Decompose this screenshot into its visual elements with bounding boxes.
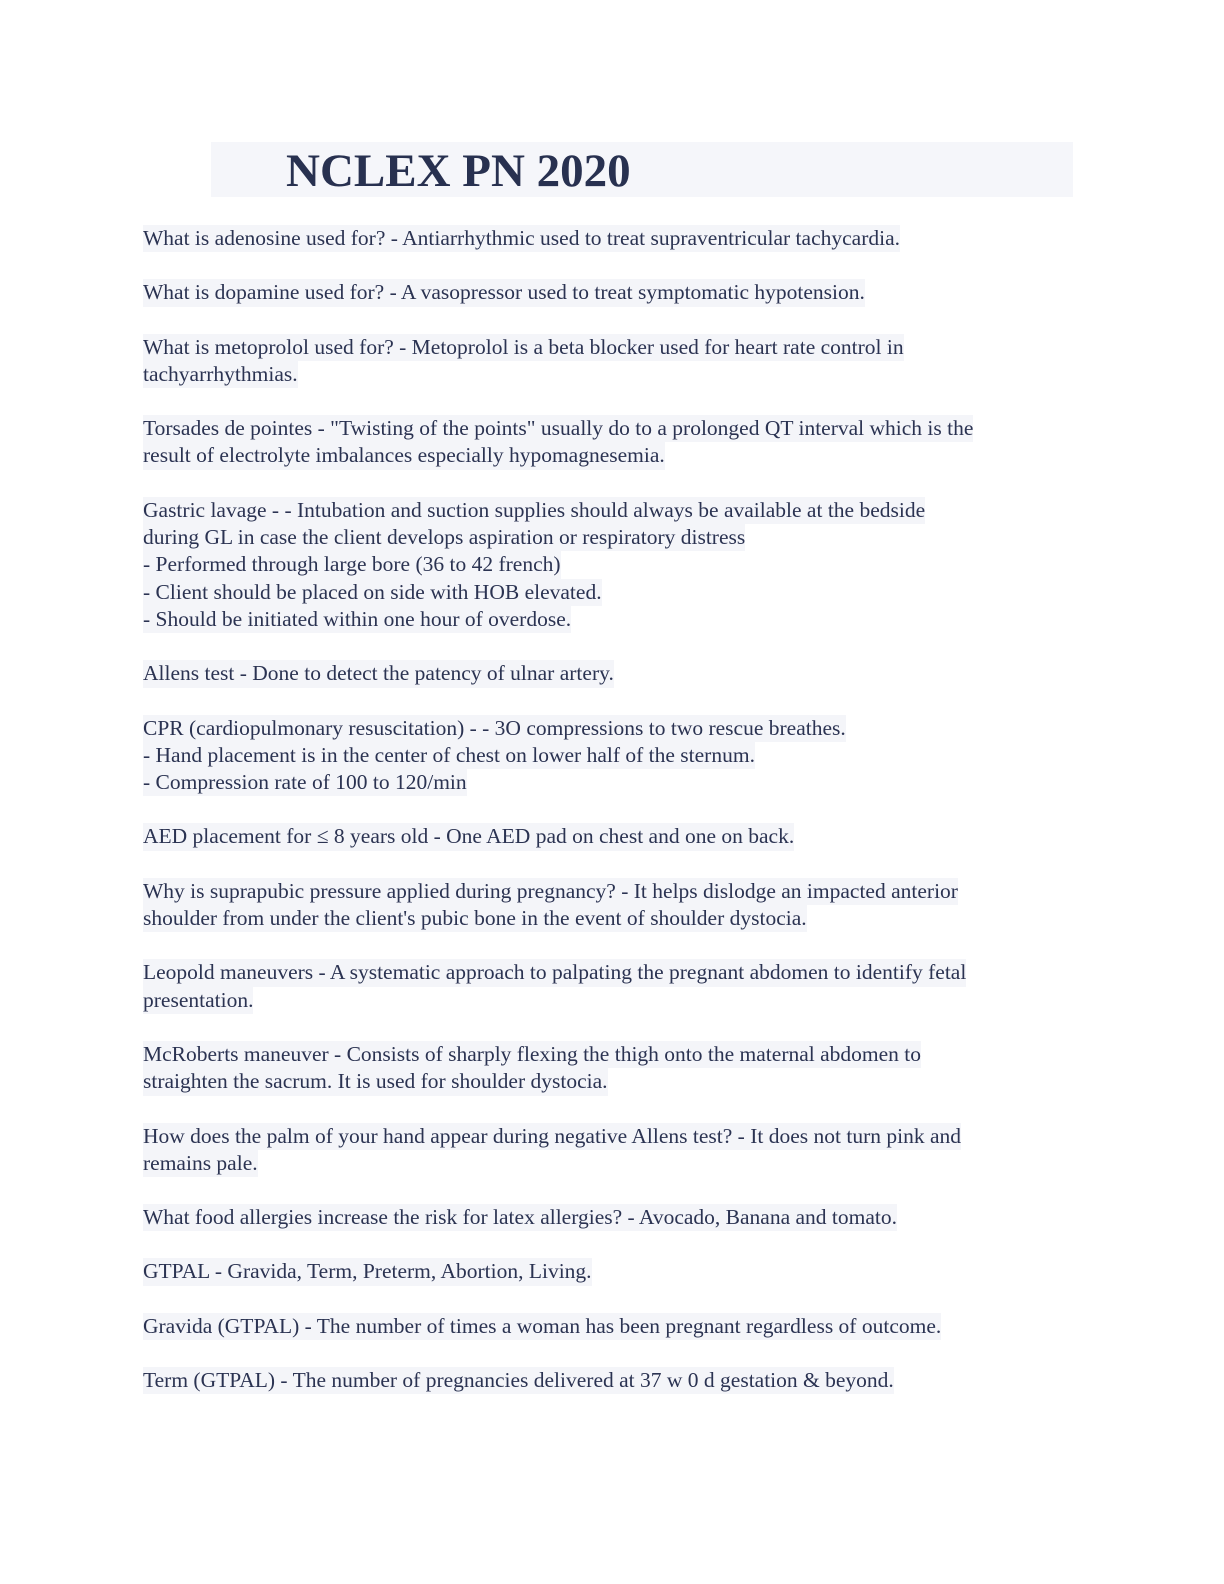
entry-line: What is dopamine used for? - A vasopressor used to treat symptomatic hypotension. <box>143 279 865 306</box>
entry-line: tachyarrhythmias. <box>143 361 298 388</box>
entry-block <box>143 1041 1078 1096</box>
entry-line: How does the palm of your hand appear during negative Allens test? - It does not turn pink and <box>143 1123 961 1150</box>
entry-line: remains pale. <box>143 1150 258 1177</box>
entry-line: - Should be initiated within one hour of overdose. <box>143 606 571 633</box>
entry-line: McRoberts maneuver - Consists of sharply flexing the thigh onto the maternal abdomen to <box>143 1041 921 1068</box>
entry-line: shoulder from under the client's pubic bone in the event of shoulder dystocia. <box>143 905 807 932</box>
entry-line: presentation. <box>143 987 253 1014</box>
entry-block <box>143 878 1078 933</box>
entry-line: What food allergies increase the risk for latex allergies? - Avocado, Banana and tomato. <box>143 1204 897 1231</box>
entry-line: Allens test - Done to detect the patency of ulnar artery. <box>143 660 614 687</box>
entry-block <box>143 1123 1078 1178</box>
entry-line: AED placement for ≤ 8 years old - One AED pad on chest and one on back. <box>143 823 794 850</box>
entry-block <box>143 225 1078 252</box>
entry-block <box>143 334 1078 389</box>
entry-line: - Client should be placed on side with HOB elevated. <box>143 579 602 606</box>
entry-line: Gravida (GTPAL) - The number of times a woman has been pregnant regardless of outcome. <box>143 1313 941 1340</box>
entry-block <box>143 715 1078 797</box>
page-title: NCLEX PN 2020 <box>286 145 631 197</box>
entry-block <box>143 279 1078 306</box>
entry-line: Leopold maneuvers - A systematic approach to palpating the pregnant abdomen to identify fetal <box>143 959 966 986</box>
entry-line: Why is suprapubic pressure applied during pregnancy? - It helps dislodge an impacted anterior <box>143 878 958 905</box>
entry-line: - Performed through large bore (36 to 42 french) <box>143 551 561 578</box>
entry-line: Torsades de pointes - "Twisting of the points" usually do to a prolonged QT interval which is the <box>143 415 973 442</box>
entry-block <box>143 1258 1078 1285</box>
entry-block <box>143 1204 1078 1231</box>
entry-line: CPR (cardiopulmonary resuscitation) - - 3O compressions to two rescue breathes. <box>143 715 846 742</box>
entry-line: GTPAL - Gravida, Term, Preterm, Abortion, Living. <box>143 1258 592 1285</box>
entry-line: Term (GTPAL) - The number of pregnancies delivered at 37 w 0 d gestation & beyond. <box>143 1367 894 1394</box>
entry-block <box>143 497 1078 633</box>
entry-line: What is adenosine used for? - Antiarrhythmic used to treat supraventricular tachycardia. <box>143 225 900 252</box>
entry-block <box>143 823 1078 850</box>
entry-block <box>143 959 1078 1014</box>
entry-block <box>143 415 1078 470</box>
entry-line: - Compression rate of 100 to 120/min <box>143 769 467 796</box>
entry-line: straighten the sacrum. It is used for shoulder dystocia. <box>143 1068 608 1095</box>
entry-line: What is metoprolol used for? - Metoprolol is a beta blocker used for heart rate control in <box>143 334 904 361</box>
entry-line: result of electrolyte imbalances especially hypomagnesemia. <box>143 442 665 469</box>
entry-line: during GL in case the client develops aspiration or respiratory distress <box>143 524 745 551</box>
entry-line: Gastric lavage - - Intubation and suction supplies should always be available at the bedside <box>143 497 925 524</box>
entry-line: - Hand placement is in the center of chest on lower half of the sternum. <box>143 742 755 769</box>
entry-block <box>143 1367 1078 1394</box>
entry-list <box>143 225 1078 1421</box>
entry-block <box>143 660 1078 687</box>
entry-block <box>143 1313 1078 1340</box>
